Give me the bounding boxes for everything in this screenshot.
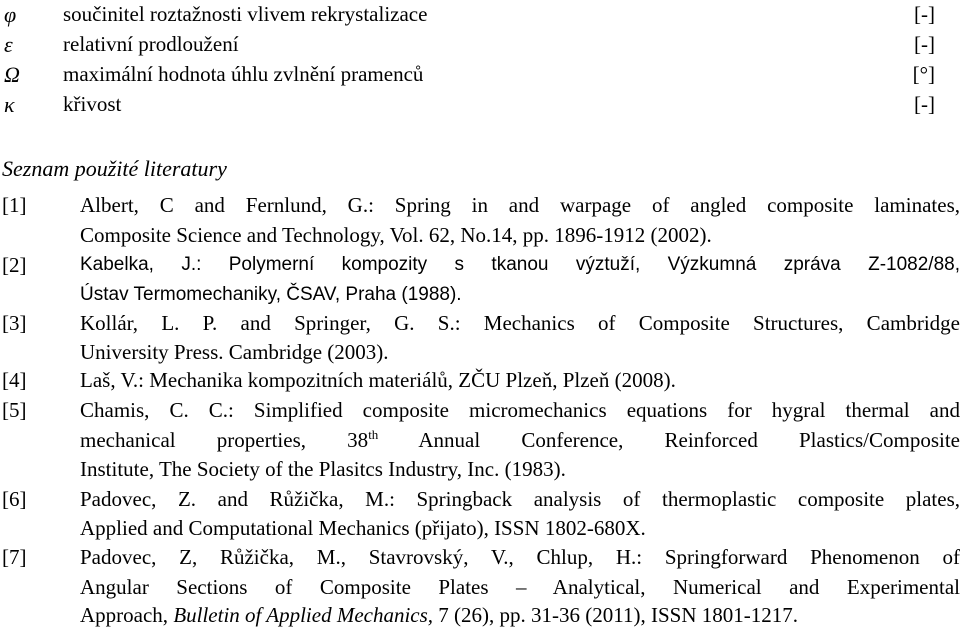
symbol-description: křivost (63, 92, 122, 116)
symbol: φ (4, 2, 17, 27)
reference-number: [7] (2, 545, 27, 569)
reference-text: 7 (26), pp. 31-36 (2011), ISSN 1801-1217. (433, 603, 798, 627)
reference-number: [1] (2, 193, 27, 217)
section-title: Seznam použité literatury (2, 156, 227, 181)
symbol-row (0, 92, 935, 120)
symbol: ε (4, 32, 13, 57)
reference-line: Albert, C and Fernlund, G.: Spring in and warpage of angled composite laminates, (80, 193, 960, 217)
reference-line: Kabelka, J.: Polymerní kompozity s tkanou výztuží, Výzkumná zpráva Z-1082/88, (80, 254, 960, 275)
symbol-row (0, 62, 935, 90)
symbol-unit: [-] (914, 32, 935, 56)
journal-title: Bulletin of Applied Mechanics, (173, 603, 434, 627)
reference-line: Kollár, L. P. and Springer, G. S.: Mechanics of Composite Structures, Cambridge (80, 311, 960, 335)
reference-line: Applied and Computational Mechanics (přijato), ISSN 1802-680X. (80, 516, 646, 540)
reference-line: Angular Sections of Composite Plates – Analytical, Numerical and Experimental (80, 575, 960, 599)
symbol: κ (4, 92, 15, 117)
reference-line (80, 428, 960, 453)
reference-text: Annual Conference, Reinforced Plastics/Composite (378, 428, 960, 452)
symbol: Ω (4, 62, 20, 87)
reference-line: Padovec, Z, Růžička, M., Stavrovský, V., Chlup, H.: Springforward Phenomenon of (80, 545, 960, 569)
symbol-row (0, 32, 935, 60)
reference-line: Chamis, C. C.: Simplified composite micromechanics equations for hygral thermal and (80, 398, 960, 422)
symbol-unit: [-] (914, 92, 935, 116)
reference-line: Institute, The Society of the Plasitcs Industry, Inc. (1983). (80, 457, 566, 481)
reference-number: [3] (2, 311, 27, 335)
symbol-description: maximální hodnota úhlu zvlnění pramenců (63, 62, 424, 86)
reference-line (80, 603, 798, 628)
reference-number: [4] (2, 368, 27, 392)
symbol-unit: [°] (912, 62, 935, 86)
symbol-description: relativní prodloužení (63, 32, 239, 56)
reference-line: Ústav Termomechaniky, ČSAV, Praha (1988). (80, 284, 462, 305)
symbol-row (0, 2, 935, 30)
reference-text: mechanical properties, 38 (80, 428, 369, 452)
symbol-unit: [-] (914, 2, 935, 26)
reference-line: University Press. Cambridge (2003). (80, 340, 389, 364)
ordinal-superscript: th (368, 427, 379, 442)
reference-text: Approach, (80, 603, 174, 627)
reference-line: Composite Science and Technology, Vol. 62, No.14, pp. 1896-1912 (2002). (80, 223, 712, 247)
reference-line: Padovec, Z. and Růžička, M.: Springback analysis of thermoplastic composite plates, (80, 487, 960, 511)
reference-number: [2] (2, 253, 27, 277)
symbol-description: součinitel roztažnosti vlivem rekrystalizace (63, 2, 428, 26)
reference-number: [5] (2, 398, 27, 422)
reference-line: Laš, V.: Mechanika kompozitních materiálů, ZČU Plzeň, Plzeň (2008). (80, 368, 676, 392)
reference-number: [6] (2, 487, 27, 511)
